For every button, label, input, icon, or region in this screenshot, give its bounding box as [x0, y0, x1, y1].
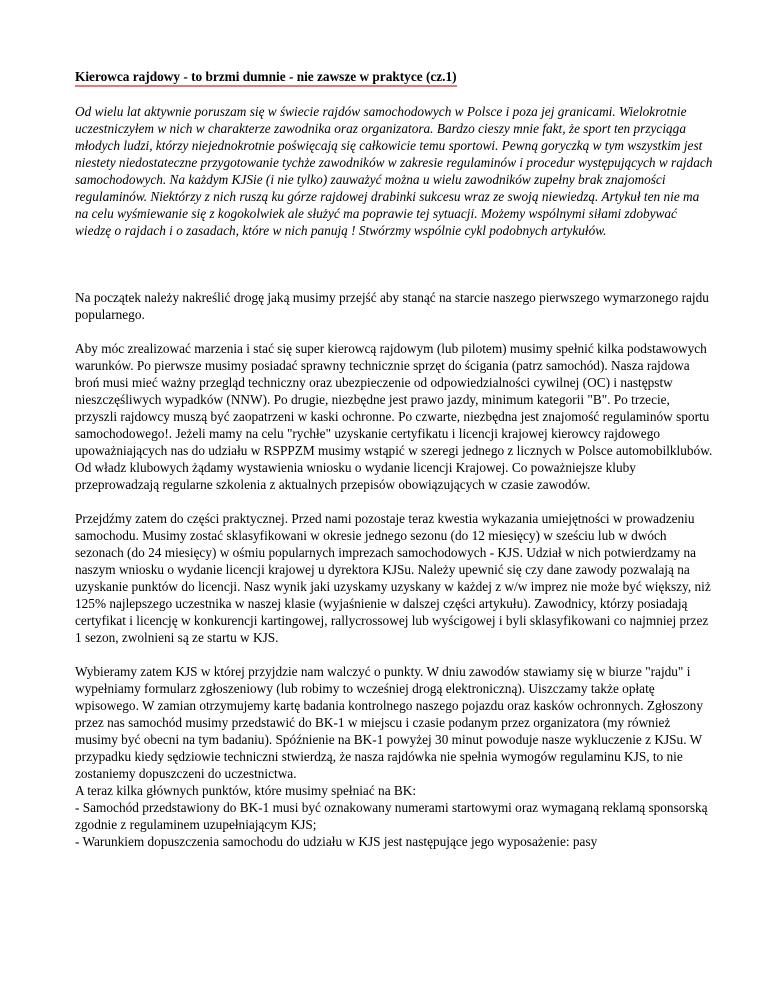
body-block	[75, 663, 715, 850]
document-page	[75, 68, 715, 867]
body-paragraph: Aby móc zrealizować marzenia i stać się super kierowcą rajdowym (lub pilotem) musimy spełnić kilka podstawowych warunków. Po pierwsze musimy posiadać sprawny technicznie sprzęt do ścigania (patrz samochód). Nasza rajdowa broń musi mieć ważny przegląd techniczny oraz ubezpieczenie od odpowiedzialności cywilnej (OC) i następstw nieszczęśliwych wypadków (NNW). Po drugie, niezbędne jest prawo jazdy, minimum kategorii "B". Po trzecie, przyszli rajdowcy muszą być zaopatrzeni w kaski ochronne. Po czwarte, niezbędna jest znajomość regulaminów sportu samochodowego!. Jeżeli mamy na celu "rychłe" uzyskanie certyfikatu i licencji krajowej kierowcy rajdowego upoważniających nas do udziału w RSPPZM musimy wstąpić w szeregi jednego z licznych w Polsce automobilklubów. Od władz klubowych żądamy wystawienia wniosku o wydanie licencji Krajowej. Co poważniejsze kluby przeprowadzają regularne szkolenia z aktualnych przepisów obowiązujących w czasie zawodów.	[75, 341, 713, 492]
body-paragraph: Przejdźmy zatem do części praktycznej. Przed nami pozostaje teraz kwestia wykazania umiejętności w prowadzeniu samochodu. Musimy zostać sklasyfikowani w okresie jednego sezonu (do 12 miesięcy) w sześciu lub w dwóch sezonach (do 24 miesięcy) w ośmiu popularnych imprezach samochodowych - KJS. Udział w nich potwierdzamy na naszym wniosku o wydanie licencji krajowej u dyrektora KJSu. Należy upewnić się czy dane zawody pozwalają na uzyskanie punktów do licencji. Nasz wynik jaki uzyskamy uzyskany w każdej z w/w imprez nie może być większy, niż 125% najlepszego uczestnika w naszej klasie (wyjaśnienie w dalszej części artykułu). Zawodnicy, którzy posiadają certyfikat i licencję w konkurencji kartingowej, rallycrossowej lub wyścigowej i byli sklasyfikowani co najmniej przez 1 sezon, zwolnieni są ze startu w KJS.	[75, 511, 711, 645]
list-item: - Samochód przedstawiony do BK-1 musi być oznakowany numerami startowymi oraz wymaganą reklamą sponsorską zgodnie z regulaminem uzupełniającym KJS;	[75, 800, 708, 832]
list-item: - Warunkiem dopuszczenia samochodu do udziału w KJS jest następujące jego wyposażenie: pasy	[75, 834, 598, 849]
body-line: Wybieramy zatem KJS w której przyjdzie nam walczyć o punkty. W dniu zawodów stawiamy się w biurze "rajdu" i wypełniamy formularz zgłoszeniowy (lub robimy to wcześniej drogą elektroniczną). Uiszczamy także opłatę wpisowego. W zamian otrzymujemy kartę badania kontrolnego naszego pojazdu oraz kasków ochronnych. Zgłoszony przez nas samochód musimy przedstawić do BK-1 w miejscu i czasie podanym przez organizatora (my również musimy być obecni na tym badaniu). Spóźnienie na BK-1 powyżej 30 minut powoduje nasze wykluczenie z KJSu. W przypadku kiedy sędziowie techniczni stwierdzą, że nasza rajdówka nie spełnia wymogów regulaminu KJS, to nie zostaniemy dopuszczeni do uczestnictwa.	[75, 664, 703, 781]
article-title: Kierowca rajdowy - to brzmi dumnie - nie zawsze w praktyce (cz.1)	[75, 69, 457, 87]
body-line: A teraz kilka głównych punktów, które musimy spełniać na BK:	[75, 783, 417, 798]
body-paragraph: Na początek należy nakreślić drogę jaką musimy przejść aby stanąć na starcie naszego pierwszego wymarzonego rajdu popularnego.	[75, 290, 709, 322]
intro-paragraph: Od wielu lat aktywnie poruszam się w świecie rajdów samochodowych w Polsce i poza jej granicami. Wielokrotnie uczestniczyłem w nich w charakterze zawodnika oraz organizatora. Bardzo cieszy mnie fakt, że sport ten przyciąga młodych ludzi, którzy niejednokrotnie poświęcają się całkowicie temu sportowi. Pewną goryczką w tym wszystkim jest niestety niedostateczne przygotowanie tychże zawodników w zakresie regulaminów i procedur występujących w rajdach samochodowych. Na każdym KJSie (i nie tylko) zauważyć można u wielu zawodników zupełny brak znajomości regulaminów. Niektórzy z nich ruszą ku górze rajdowej drabinki sukcesu wraz ze swoją niewiedzą. Artykuł ten nie ma na celu wyśmiewanie się z kogokolwiek ale służyć ma poprawie tej sytuacji. Możemy wspólnymi siłami zdobywać wiedzę o rajdach i o zasadach, które w nich panują ! Stwórzmy wspólnie cykl podobnych artykułów.	[75, 104, 713, 238]
